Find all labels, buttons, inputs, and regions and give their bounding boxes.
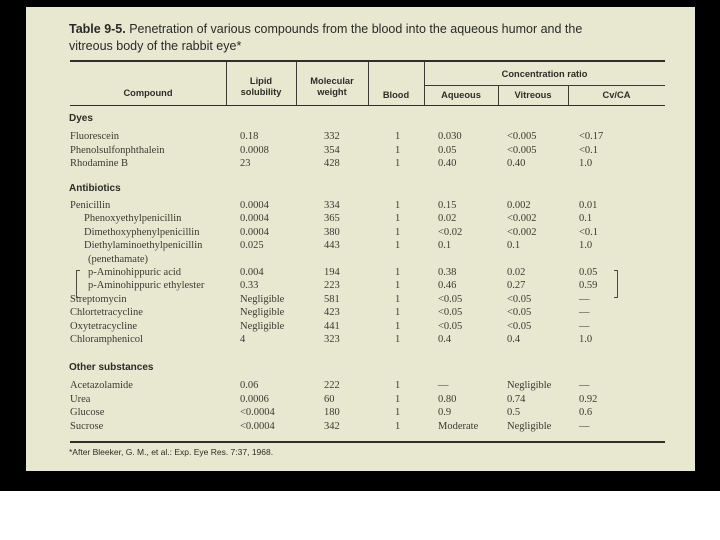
- ratio-cell: —: [579, 320, 590, 332]
- compound-name: Phenolsulfonphthalein: [70, 144, 165, 156]
- ratio-cell: —: [579, 293, 590, 305]
- table-row: [26, 394, 695, 407]
- molecular-weight-cell: 380: [324, 226, 340, 238]
- table-row: [26, 200, 695, 213]
- blood-cell: 1: [395, 280, 401, 292]
- lipid-solubility-cell: 0.004: [240, 267, 264, 278]
- blood-cell: 1: [395, 420, 401, 432]
- blood-cell: 1: [395, 240, 401, 252]
- blood-cell: 1: [395, 380, 401, 391]
- molecular-weight-cell: 441: [324, 320, 340, 332]
- molecular-weight-cell: 180: [324, 407, 340, 419]
- vitreous-cell: Negligible: [507, 380, 552, 391]
- ratio-cell: <0.17: [579, 131, 604, 142]
- vitreous-cell: 0.27: [507, 280, 526, 292]
- aqueous-cell: —: [438, 380, 449, 391]
- header-lipid: Lipid solubility: [240, 76, 282, 97]
- ratio-cell: 0.1: [579, 213, 593, 225]
- lipid-solubility-cell: Negligible: [240, 293, 285, 305]
- aqueous-cell: <0.05: [438, 307, 463, 319]
- lipid-solubility-cell: 0.33: [240, 280, 259, 292]
- vitreous-cell: <0.002: [507, 226, 537, 238]
- aqueous-cell: <0.02: [438, 226, 463, 238]
- col-divider: [226, 62, 227, 105]
- molecular-weight-cell: 342: [324, 420, 340, 432]
- header-bottom-rule: [70, 105, 665, 106]
- concentration-rule: [424, 85, 665, 86]
- lipid-solubility-cell: 0.0006: [240, 393, 269, 405]
- ratio-cell: 0.59: [579, 280, 598, 292]
- compound-name: Phenoxyethylpenicillin: [84, 213, 182, 225]
- table-title-text: Penetration of various compounds from the blood into the aqueous humor and the vitreous body of the rabbit eye*: [69, 22, 583, 53]
- vitreous-cell: 0.40: [507, 158, 526, 169]
- aqueous-cell: 0.46: [438, 280, 457, 292]
- aqueous-cell: 0.40: [438, 158, 457, 169]
- lipid-solubility-cell: 0.0004: [240, 213, 269, 225]
- ratio-cell: <0.1: [579, 144, 599, 156]
- table-row: [26, 227, 695, 240]
- table-row: [26, 307, 695, 320]
- footnote: *After Bleeker, G. M., et al.: Exp. Eye Res. 7:37, 1968.: [69, 447, 274, 457]
- vitreous-cell: <0.05: [507, 307, 532, 319]
- ratio-cell: 0.05: [579, 267, 598, 278]
- vitreous-cell: <0.005: [507, 144, 537, 156]
- molecular-weight-cell: 428: [324, 158, 340, 169]
- aqueous-cell: <0.05: [438, 293, 463, 305]
- molecular-weight-cell: 194: [324, 267, 340, 278]
- vitreous-cell: 0.02: [507, 267, 526, 278]
- table-row: [26, 158, 695, 171]
- blood-cell: 1: [395, 293, 401, 305]
- molecular-weight-cell: 223: [324, 280, 340, 292]
- compound-name: Urea: [70, 393, 91, 405]
- compound-name: Chlortetracycline: [70, 307, 143, 319]
- molecular-weight-cell: 334: [324, 200, 340, 211]
- lipid-solubility-cell: 0.18: [240, 131, 259, 142]
- ratio-cell: 1.0: [579, 240, 593, 252]
- compound-name: Acetazolamide: [70, 380, 133, 391]
- vitreous-cell: <0.05: [507, 293, 532, 305]
- molecular-weight-cell: 365: [324, 213, 340, 225]
- section-heading: Other substances: [69, 362, 154, 373]
- table-row: [26, 213, 695, 226]
- aqueous-cell: 0.4: [438, 334, 452, 345]
- table-row: [26, 267, 695, 280]
- molecular-weight-cell: 60: [324, 393, 335, 405]
- lipid-solubility-cell: 4: [240, 334, 246, 345]
- table-row: [26, 380, 695, 393]
- aqueous-cell: 0.05: [438, 144, 457, 156]
- ratio-cell: 1.0: [579, 334, 593, 345]
- molecular-weight-cell: 222: [324, 380, 340, 391]
- table-row: [26, 294, 695, 307]
- molecular-weight-cell: 332: [324, 131, 340, 142]
- col-divider: [296, 62, 297, 105]
- table-row: [26, 131, 695, 144]
- compound-name: Chloramphenicol: [70, 334, 143, 345]
- aqueous-cell: 0.38: [438, 267, 457, 278]
- lipid-solubility-cell: Negligible: [240, 320, 285, 332]
- vitreous-cell: 0.1: [507, 240, 521, 252]
- vitreous-cell: Negligible: [507, 420, 552, 432]
- vitreous-cell: 0.5: [507, 407, 521, 419]
- ratio-cell: 1.0: [579, 158, 593, 169]
- aqueous-cell: 0.80: [438, 393, 457, 405]
- aqueous-cell: Moderate: [438, 420, 479, 432]
- table-row: [26, 321, 695, 334]
- ratio-cell: 0.92: [579, 393, 598, 405]
- ratio-cell: <0.1: [579, 226, 599, 238]
- section-heading: Dyes: [69, 113, 93, 124]
- lipid-solubility-cell: 0.06: [240, 380, 259, 391]
- blood-cell: 1: [395, 200, 401, 211]
- aqueous-cell: <0.05: [438, 320, 463, 332]
- molecular-weight-cell: 423: [324, 307, 340, 319]
- lipid-solubility-cell: <0.0004: [240, 420, 275, 432]
- compound-name: p-Aminohippuric ethylester: [88, 280, 205, 292]
- header-blood: Blood: [382, 90, 410, 100]
- blood-cell: 1: [395, 226, 401, 238]
- vitreous-cell: <0.005: [507, 131, 537, 142]
- compound-name: Rhodamine B: [70, 158, 129, 169]
- compound-name: Sucrose: [70, 420, 104, 432]
- header-concentration-ratio: Concentration ratio: [501, 69, 588, 79]
- left-bracket: [76, 270, 80, 298]
- blood-cell: 1: [395, 307, 401, 319]
- molecular-weight-cell: 581: [324, 293, 340, 305]
- header-compound: Compound: [123, 88, 173, 98]
- section-heading: Antibiotics: [69, 183, 121, 194]
- compound-name: Oxytetracycline: [70, 320, 138, 332]
- aqueous-cell: 0.9: [438, 407, 452, 419]
- blood-cell: 1: [395, 267, 401, 278]
- ratio-cell: 0.01: [579, 200, 598, 211]
- bottom-rule: [70, 441, 665, 443]
- table-row: [26, 407, 695, 420]
- lipid-solubility-cell: 23: [240, 158, 251, 169]
- molecular-weight-cell: 354: [324, 144, 340, 156]
- lipid-solubility-cell: 0.0004: [240, 226, 269, 238]
- blood-cell: 1: [395, 320, 401, 332]
- header-vitreous: Vitreous: [514, 90, 552, 100]
- ratio-cell: 0.6: [579, 407, 593, 419]
- aqueous-cell: 0.15: [438, 200, 457, 211]
- vitreous-cell: 0.002: [507, 200, 531, 211]
- blood-cell: 1: [395, 407, 401, 419]
- lipid-solubility-cell: 0.0004: [240, 200, 269, 211]
- lipid-solubility-cell: 0.025: [240, 240, 264, 252]
- header-molecular-weight: Molecular weight: [310, 76, 354, 97]
- molecular-weight-cell: 323: [324, 334, 340, 345]
- blood-cell: 1: [395, 144, 401, 156]
- vitreous-cell: 0.74: [507, 393, 526, 405]
- aqueous-cell: 0.1: [438, 240, 452, 252]
- compound-name: Streptomycin: [70, 293, 127, 305]
- ratio-cell: —: [579, 380, 590, 391]
- header-ratio: Cv/CA: [602, 90, 631, 100]
- vitreous-cell: <0.05: [507, 320, 532, 332]
- compound-name: Dimethoxyphenylpenicillin: [84, 226, 200, 238]
- ratio-cell: —: [579, 307, 590, 319]
- compound-name: Glucose: [70, 407, 105, 419]
- table-row: [26, 280, 695, 293]
- table-row: [26, 240, 695, 253]
- lipid-solubility-cell: 0.0008: [240, 144, 269, 156]
- blood-cell: 1: [395, 334, 401, 345]
- table-title-label: Table 9-5.: [69, 22, 126, 36]
- aqueous-cell: 0.02: [438, 213, 457, 225]
- compound-name: Fluorescein: [70, 131, 119, 142]
- ratio-cell: —: [579, 420, 590, 432]
- table-row: [26, 421, 695, 434]
- table-row: [26, 254, 695, 267]
- compound-name: p-Aminohippuric acid: [88, 267, 182, 278]
- compound-name: Diethylaminoethylpenicillin: [84, 240, 203, 252]
- lipid-solubility-cell: <0.0004: [240, 407, 275, 419]
- compound-name: Penicillin: [70, 200, 111, 211]
- header-aqueous: Aqueous: [441, 90, 481, 100]
- blood-cell: 1: [395, 131, 401, 142]
- vitreous-cell: 0.4: [507, 334, 521, 345]
- table-title: [69, 21, 589, 55]
- lipid-solubility-cell: Negligible: [240, 307, 285, 319]
- aqueous-cell: 0.030: [438, 131, 462, 142]
- document-page: [26, 7, 695, 471]
- blood-cell: 1: [395, 158, 401, 169]
- molecular-weight-cell: 443: [324, 240, 340, 252]
- blood-cell: 1: [395, 213, 401, 225]
- table-row: [26, 145, 695, 158]
- right-bracket: [614, 270, 618, 298]
- blood-cell: 1: [395, 393, 401, 405]
- vitreous-cell: <0.002: [507, 213, 537, 225]
- compound-name: (penethamate): [88, 253, 149, 265]
- table-row: [26, 334, 695, 347]
